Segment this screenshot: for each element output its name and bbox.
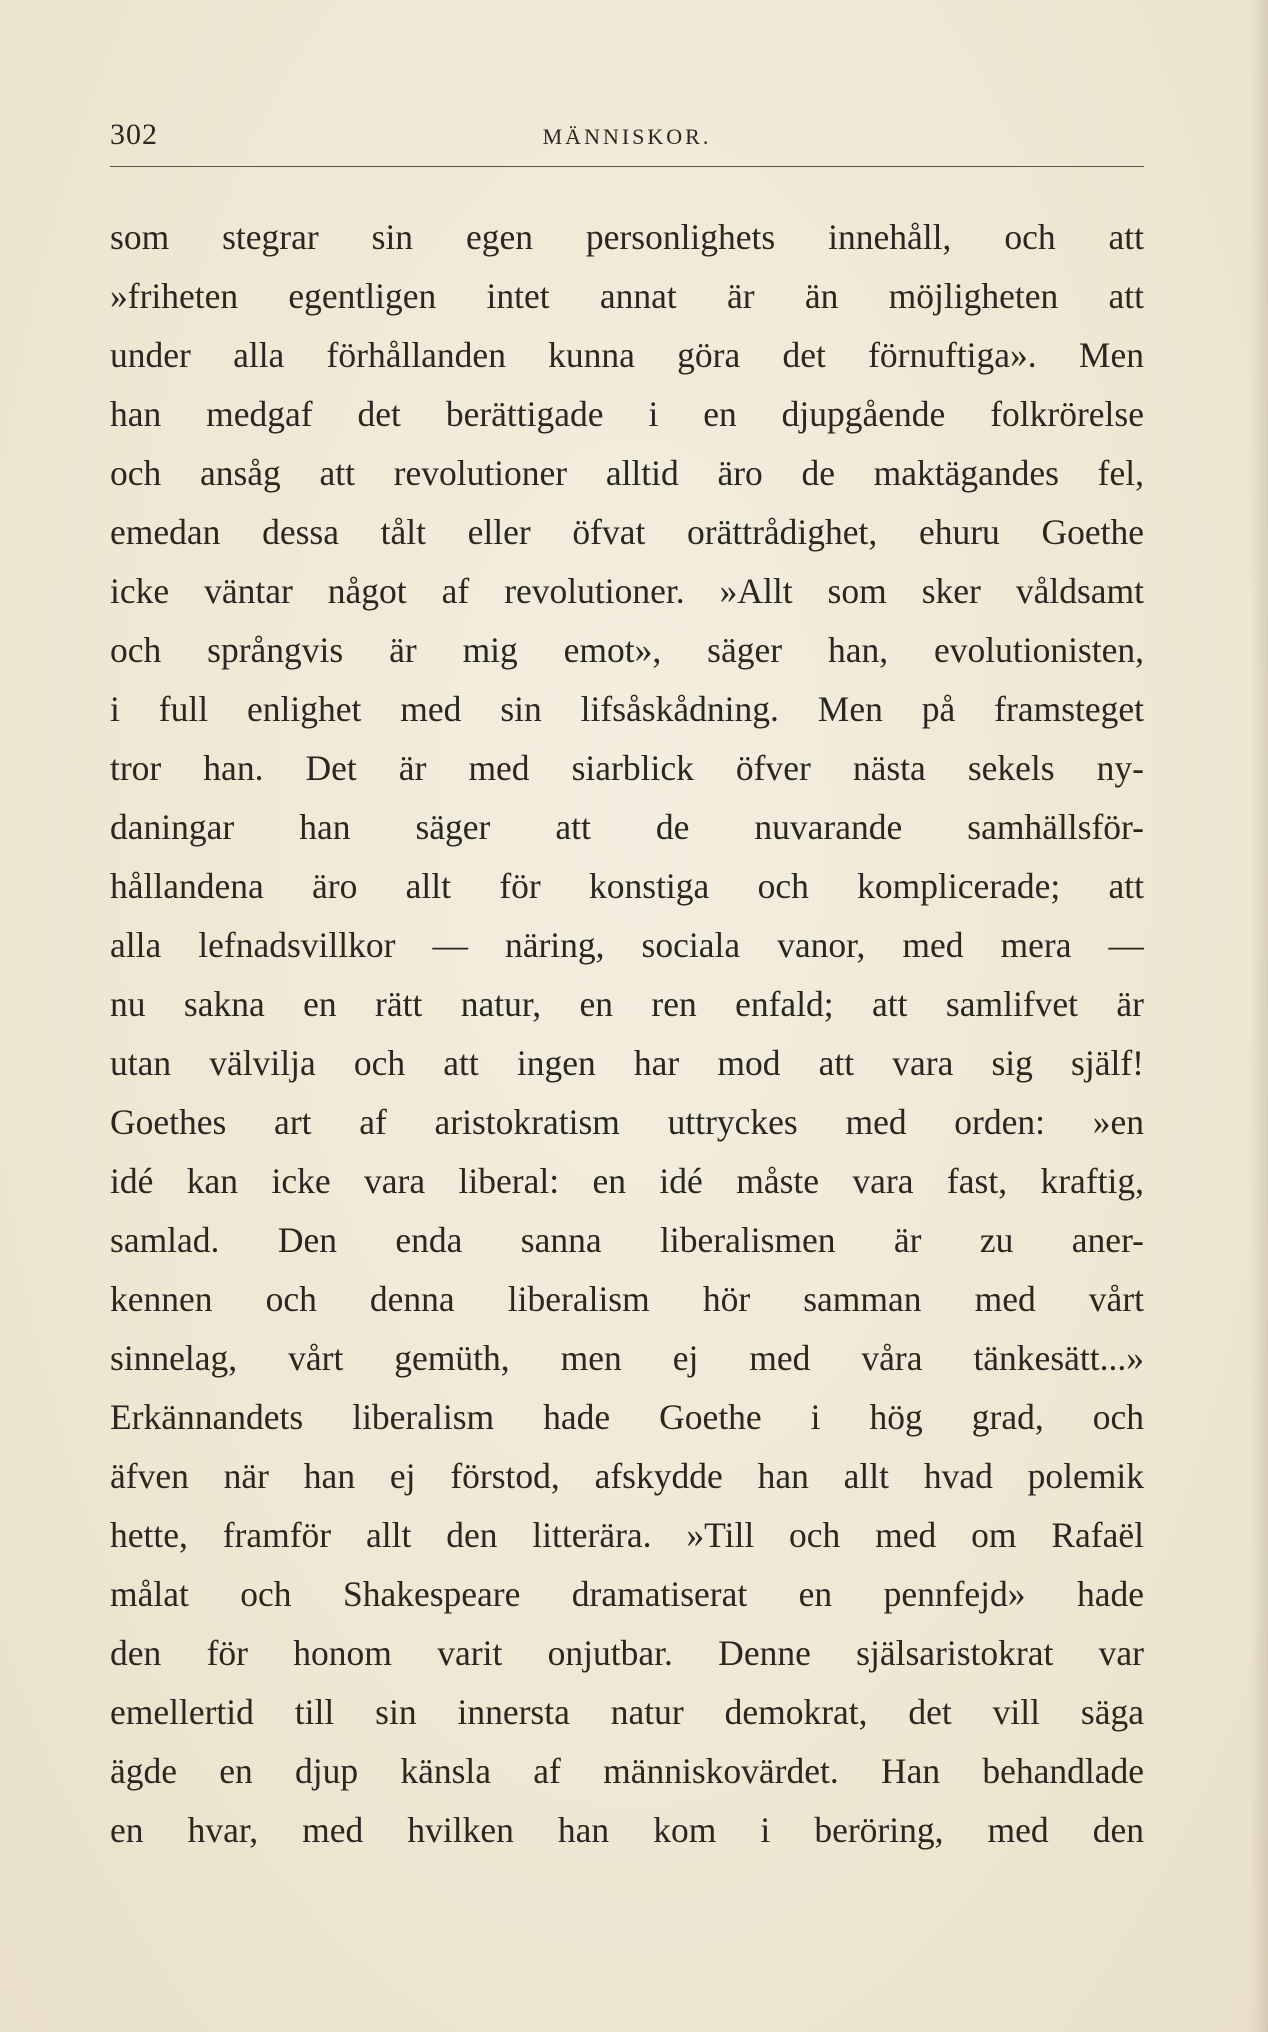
running-head: MÄNNISKOR. <box>542 124 712 149</box>
page-number: 302 <box>110 118 158 151</box>
text-line: äfven när han ej förstod, afskydde han allt hvad polemik <box>110 1456 1144 1496</box>
text-line: hållandena äro allt för konstiga och komplicerade; att <box>110 866 1144 906</box>
text-line: Erkännandets liberalism hade Goethe i hög grad, och <box>110 1397 1144 1437</box>
text-line: och språngvis är mig emot», säger han, evolutionisten, <box>110 630 1144 670</box>
text-line: som stegrar sin egen personlighets innehåll, och att <box>110 217 1144 257</box>
text-line: målat och Shakespeare dramatiserat en pennfejd» hade <box>110 1574 1144 1614</box>
text-line: sinnelag, vårt gemüth, men ej med våra tänkesätt...» <box>110 1338 1144 1378</box>
text-line: hette, framför allt den litterära. »Till och med om Rafaël <box>110 1515 1144 1555</box>
text-line: emedan dessa tålt eller öfvat orättrådighet, ehuru Goethe <box>110 512 1144 552</box>
text-line: och ansåg att revolutioner alltid äro de maktägandes fel, <box>110 453 1144 493</box>
text-line: under alla förhållanden kunna göra det förnuftiga». Men <box>110 335 1144 375</box>
text-line: utan välvilja och att ingen har mod att vara sig själf! <box>110 1043 1144 1083</box>
text-line: tror han. Det är med siarblick öfver nästa sekels ny- <box>110 748 1144 788</box>
text-line: samlad. Den enda sanna liberalismen är zu aner- <box>110 1220 1144 1260</box>
text-line: kennen och denna liberalism hör samman med vårt <box>110 1279 1144 1319</box>
text-line: nu sakna en rätt natur, en ren enfald; att samlifvet är <box>110 984 1144 1024</box>
text-line: han medgaf det berättigade i en djupgående folkrörelse <box>110 394 1144 434</box>
text-line: i full enlighet med sin lifsåskådning. Men på framsteget <box>110 689 1144 729</box>
text-line: emellertid till sin innersta natur demokrat, det vill säga <box>110 1692 1144 1732</box>
body-text <box>110 208 1144 1860</box>
text-line: alla lefnadsvillkor — näring, sociala vanor, med mera — <box>110 925 1144 965</box>
text-line: den för honom varit onjutbar. Denne själsaristokrat var <box>110 1633 1144 1673</box>
text-line: idé kan icke vara liberal: en idé måste vara fast, kraftig, <box>110 1161 1144 1201</box>
text-line: ägde en djup känsla af människovärdet. Han behandlade <box>110 1751 1144 1791</box>
text-line: en hvar, med hvilken han kom i beröring, med den <box>110 1810 1144 1850</box>
page-header <box>110 112 1144 162</box>
text-line: »friheten egentligen intet annat är än möjligheten att <box>110 276 1144 316</box>
text-line: icke väntar något af revolutioner. »Allt som sker våldsamt <box>110 571 1144 611</box>
page-edge-shadow <box>1250 0 1268 2032</box>
text-line: Goethes art af aristokratism uttryckes med orden: »en <box>110 1102 1144 1142</box>
text-line: daningar han säger att de nuvarande samhällsför- <box>110 807 1144 847</box>
header-rule <box>110 166 1144 167</box>
